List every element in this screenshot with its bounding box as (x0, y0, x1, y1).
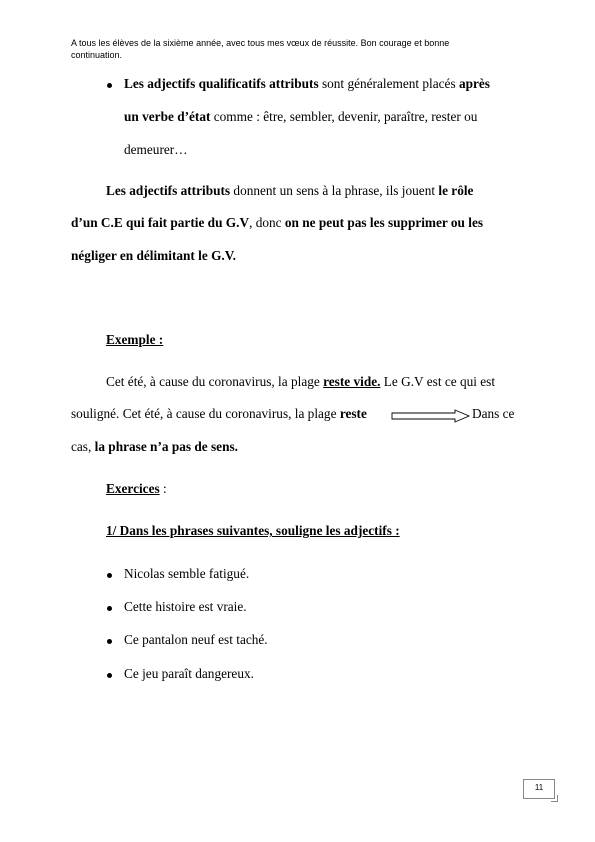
bullet-dot (107, 83, 112, 88)
text: donnent un sens à la phrase, ils jouent (230, 183, 439, 198)
header-line-1: A tous les élèves de la sixième année, avec tous mes vœux de réussite. Bon courage et bonne (71, 38, 450, 48)
para-line3 (71, 248, 236, 264)
text: souligné. Cet été, à cause du coronavirus, la plage (71, 406, 340, 421)
text: Dans ce (472, 406, 515, 421)
bullet1-line1 (124, 76, 490, 92)
bold-text: le rôle (438, 183, 474, 198)
header-line-2: continuation. (71, 50, 123, 60)
bold-text: Les adjectifs qualificatifs attributs (124, 76, 319, 91)
bold-text: un verbe d’état (124, 109, 211, 124)
example-line2 (71, 406, 367, 422)
exercises-heading (106, 481, 167, 497)
text: cas, (71, 439, 95, 454)
exercise-question (106, 523, 400, 539)
list-item: Nicolas semble fatigué. (124, 566, 250, 581)
bold-text: après (458, 76, 490, 91)
text: comme : être, sembler, devenir, paraître, rester ou (210, 109, 478, 124)
list-item: Cette histoire est vraie. (124, 599, 247, 614)
example-heading (106, 332, 163, 348)
bullet-dot (107, 606, 112, 611)
example-line2-end (472, 406, 514, 422)
page-header (71, 37, 541, 61)
text: sont généralement placés (318, 76, 459, 91)
right-arrow-icon (391, 409, 471, 423)
bold-text: négliger en délimitant le G.V. (71, 248, 236, 263)
bullet-dot (107, 573, 112, 578)
text: Cet été, à cause du coronavirus, la plage (106, 374, 324, 389)
page-number: 11 (523, 779, 555, 799)
heading-text: Exemple : (106, 332, 164, 347)
para-line2 (71, 215, 483, 231)
example-line1 (106, 374, 495, 390)
text: demeurer… (124, 142, 188, 157)
list-item: Ce pantalon neuf est taché. (124, 632, 268, 647)
bold-text: d’un C.E qui fait partie du G.V (71, 215, 250, 230)
bullet-dot (107, 639, 112, 644)
list-item: Ce jeu paraît dangereux. (124, 666, 254, 681)
example-line3 (71, 439, 238, 455)
bold-text: Les adjectifs attributs (106, 183, 231, 198)
question-text: 1/ Dans les phrases suivantes, souligne les adjectifs : (106, 523, 400, 538)
bold-text: on ne peut pas les supprimer ou les (284, 215, 484, 230)
bold-text: reste (339, 406, 367, 421)
bullet1-line2 (124, 109, 477, 125)
text: , donc (249, 215, 285, 230)
bold-text: la phrase n’a pas de sens. (94, 439, 238, 454)
text: : (159, 481, 167, 496)
underlined-text: reste vide. (323, 374, 381, 389)
bullet-dot (107, 673, 112, 678)
text: Le G.V est ce qui est (380, 374, 496, 389)
bullet1-line3 (124, 142, 188, 158)
heading-text: Exercices (106, 481, 160, 496)
para-line1 (106, 183, 473, 199)
